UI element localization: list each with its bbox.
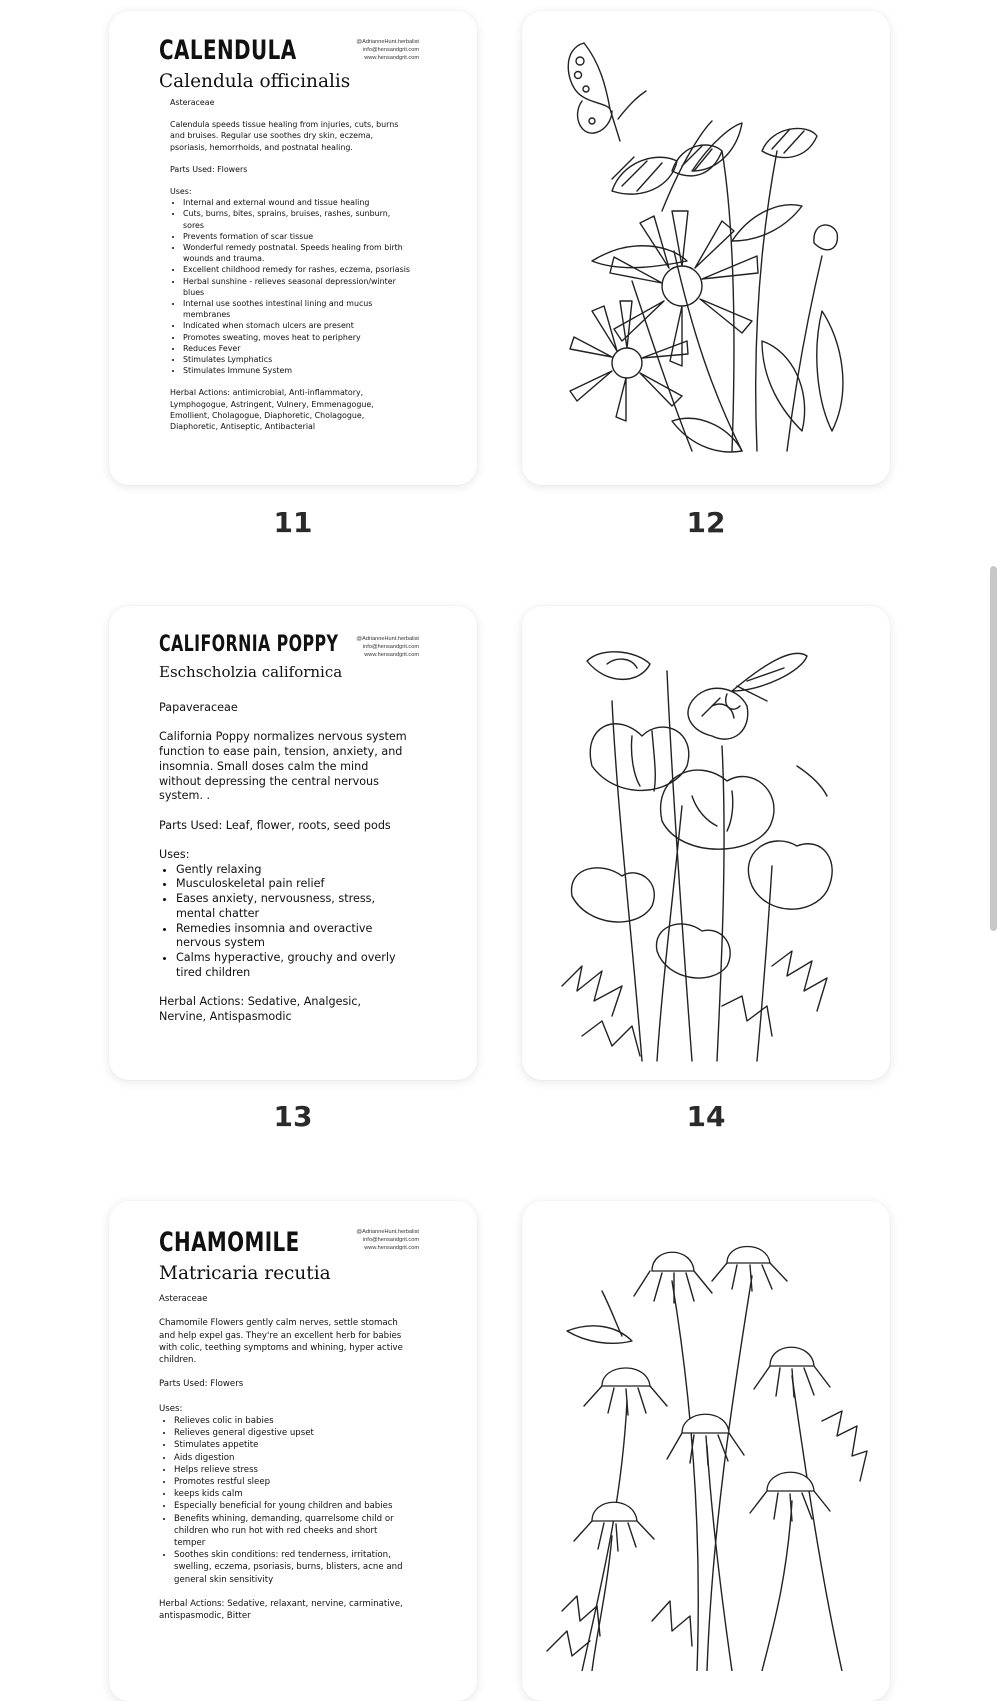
list-item: • Especially beneficial for young children and babies — [174, 1500, 409, 1512]
plant-family: Asteraceae — [170, 98, 215, 107]
latin-name: Calendula officinalis — [159, 71, 351, 92]
chamomile-illustration — [522, 1201, 890, 1671]
latin-name: Eschscholzia californica — [159, 663, 343, 681]
uses-label: Uses: — [159, 847, 190, 861]
dragonfly-illustration — [702, 653, 807, 716]
poppy-flower — [748, 841, 832, 909]
herbal-actions: Herbal Actions: Sedative, relaxant, nervine, carminative, antispasmodic, Bitter — [159, 1599, 403, 1622]
calendula-illustration — [522, 11, 890, 485]
chamomile-flower — [712, 1247, 787, 1292]
contact-email: info@hensandgrit.com — [362, 46, 419, 53]
parts-used: Parts Used: Flowers — [170, 164, 248, 174]
list-item: • keeps kids calm — [174, 1488, 409, 1500]
herb-description: Chamomile Flowers gently calm nerves, settle stomach and help expel gas. They're an excellent herb for babies with colic, teething symptoms and whining, hyper active children. — [159, 1318, 403, 1365]
chamomile-flower — [574, 1502, 654, 1551]
contact-site: www.hensandgrit.com — [364, 651, 419, 658]
plant-family: Papaveraceae — [159, 701, 238, 714]
list-item: • Wonderful remedy postnatal. Speeds healing from birth wounds and trauma. — [183, 242, 410, 264]
list-item: • Excellent childhood remedy for rashes, eczema, psoriasis — [183, 264, 410, 275]
herb-body — [159, 1293, 409, 1622]
page-number: 13 — [273, 1100, 313, 1133]
page-number: 11 — [273, 506, 313, 539]
poppy-flower — [688, 688, 748, 739]
page-card-california-poppy[interactable] — [109, 606, 477, 1080]
herb-title: CHAMOMILE — [159, 1227, 300, 1258]
chamomile-flower — [754, 1347, 830, 1397]
list-item: • Benefits whining, demanding, quarrelsome child or children who run hot with red cheeks and short temper — [174, 1513, 409, 1550]
contact-email: info@hensandgrit.com — [362, 643, 419, 650]
page-number: 14 — [686, 1100, 726, 1133]
herb-body — [170, 97, 410, 432]
uses-list — [159, 863, 409, 981]
page-card-poppy-illustration[interactable] — [522, 606, 890, 1080]
chamomile-flower — [667, 1414, 744, 1465]
list-item: • Promotes sweating, moves heat to periphery — [183, 332, 410, 343]
contact-email: info@hensandgrit.com — [362, 1236, 419, 1243]
list-item: • Calms hyperactive, grouchy and overly tired children — [176, 951, 409, 980]
list-item: • Aids digestion — [174, 1452, 409, 1464]
latin-name: Matricaria recutia — [159, 1263, 331, 1284]
parts-used: Parts Used: Leaf, flower, roots, seed pods — [159, 818, 391, 832]
chamomile-flower — [750, 1472, 830, 1521]
contact-info — [356, 39, 419, 62]
page-card-chamomile-illustration[interactable] — [522, 1201, 890, 1701]
herb-description: Calendula speeds tissue healing from injuries, cuts, burns and bruises. Regular use soothes dry skin, eczema, psoriasis, hemorrhoids, and postnatal healing. — [170, 120, 399, 152]
herb-title: CALENDULA — [159, 35, 297, 66]
list-item: • Stimulates Immune System — [183, 365, 410, 376]
poppy-flower — [661, 770, 774, 849]
contact-site: www.hensandgrit.com — [364, 1244, 419, 1251]
herb-title: CALIFORNIA POPPY — [159, 632, 339, 657]
list-item: • Reduces Fever — [183, 343, 410, 354]
list-item: • Internal use soothes intestinal lining and mucus membranes — [183, 298, 410, 320]
list-item: • Herbal sunshine - relieves seasonal depression/winter blues — [183, 276, 410, 298]
list-item: • Prevents formation of scar tissue — [183, 231, 410, 242]
poppy-illustration — [522, 606, 890, 1080]
list-item: • Musculoskeletal pain relief — [176, 877, 409, 892]
list-item: • Promotes restful sleep — [174, 1476, 409, 1488]
scrollbar-thumb[interactable] — [990, 566, 997, 931]
contact-info — [356, 1229, 419, 1252]
page-card-calendula-illustration[interactable] — [522, 11, 890, 485]
uses-label: Uses: — [170, 187, 192, 197]
list-item: • Soothes skin conditions: red tenderness, irritation, swelling, eczema, psoriasis, burns, blisters, acne and general skin sensitivity — [174, 1549, 409, 1586]
uses-list — [170, 197, 410, 376]
herbal-actions: Herbal Actions: Sedative, Analgesic, Nervine, Antispasmodic — [159, 995, 362, 1023]
contact-handle: @AdrianneHunt.herbalist — [356, 636, 419, 642]
poppy-flower — [572, 868, 655, 922]
page-card-chamomile[interactable] — [109, 1201, 477, 1701]
chamomile-flower — [634, 1252, 712, 1303]
contact-site: www.hensandgrit.com — [364, 54, 419, 61]
contact-handle: @AdrianneHunt.herbalist — [356, 1229, 419, 1235]
list-item: • Gently relaxing — [176, 863, 409, 878]
parts-used: Parts Used: Flowers — [159, 1379, 244, 1390]
contact-handle: @AdrianneHunt.herbalist — [356, 39, 419, 45]
herbal-actions: Herbal Actions: antimicrobial, Anti-inflammatory, Lymphogogue, Astringent, Vulnery, Emmenagogue, Emollient, Cholagogue, Diaphoretic, Cholagogue, Diaphoretic, Antiseptic, Antibacterial — [170, 388, 374, 432]
top-daisy-right — [762, 128, 817, 157]
chamomile-flower — [584, 1368, 667, 1415]
uses-list — [159, 1415, 409, 1586]
list-item: • Remedies insomnia and overactive nervous system — [176, 922, 409, 951]
list-item: • Relieves general digestive upset — [174, 1427, 409, 1439]
uses-label: Uses: — [159, 1403, 183, 1414]
herb-description: California Poppy normalizes nervous system function to ease pain, tension, anxiety, and insomnia. Small doses calm the mind without depressing the central nervous system. . — [159, 730, 407, 803]
poppy-flower — [590, 724, 689, 791]
butterfly-illustration — [568, 43, 646, 141]
list-item: • Eases anxiety, nervousness, stress, mental chatter — [176, 892, 409, 921]
list-item: • Stimulates Lymphatics — [183, 354, 410, 365]
list-item: • Cuts, burns, bites, sprains, bruises, rashes, sunburn, sores — [183, 208, 410, 230]
plant-family: Asteraceae — [159, 1294, 208, 1304]
list-item: • Stimulates appetite — [174, 1439, 409, 1451]
contact-info — [356, 636, 419, 659]
herb-body — [159, 701, 409, 1024]
list-item: • Relieves colic in babies — [174, 1415, 409, 1427]
list-item: • Internal and external wound and tissue healing — [183, 197, 410, 208]
list-item: • Indicated when stomach ulcers are present — [183, 320, 410, 331]
list-item: • Helps relieve stress — [174, 1464, 409, 1476]
page-number: 12 — [686, 506, 726, 539]
top-daisy-left — [612, 157, 677, 194]
page-card-calendula[interactable] — [109, 11, 477, 485]
